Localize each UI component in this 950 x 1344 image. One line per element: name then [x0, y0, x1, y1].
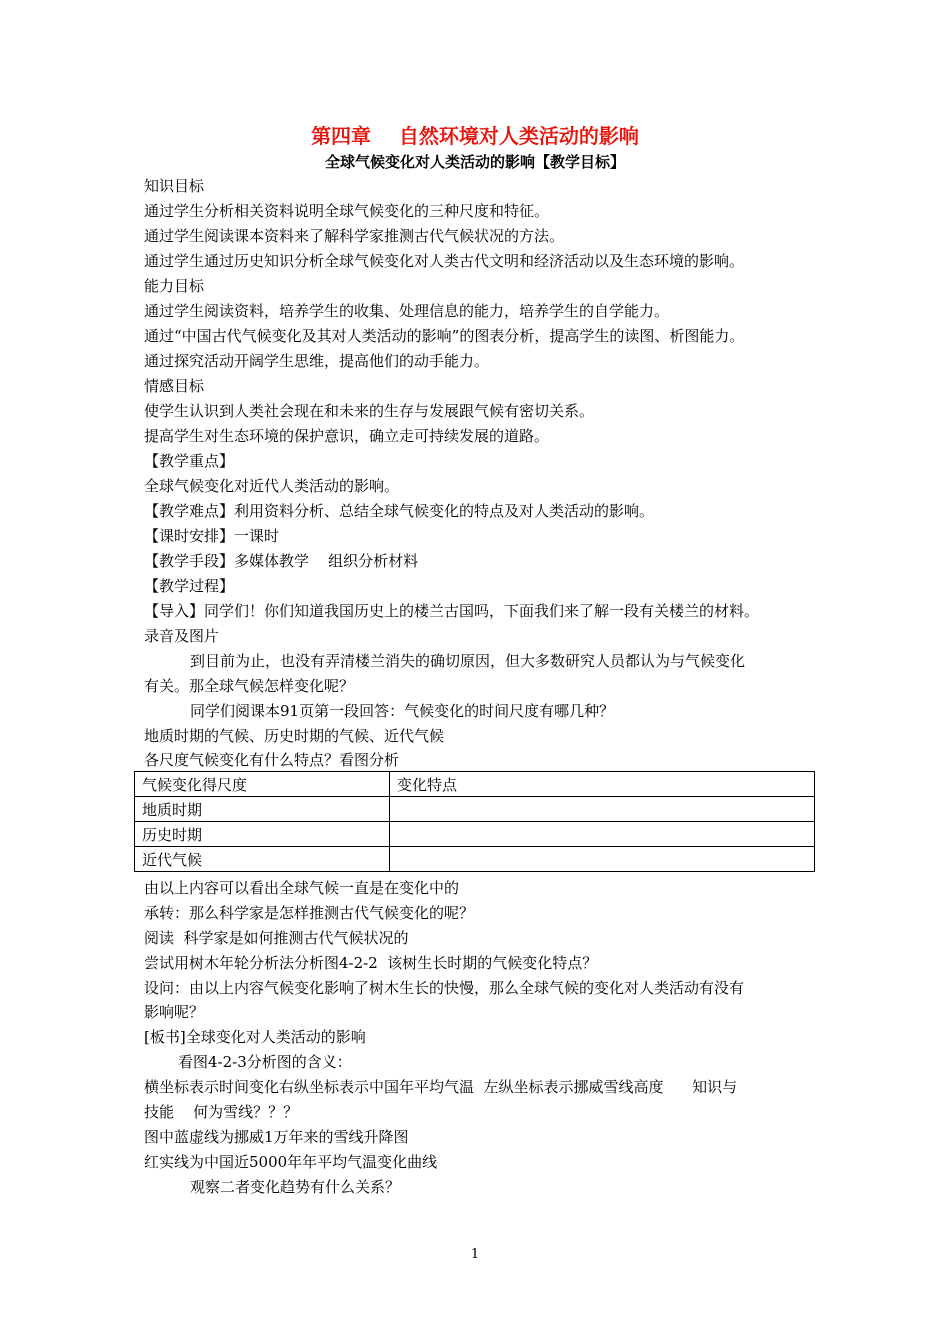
table-cell: 历史时期 — [135, 822, 390, 847]
paragraph-line: 通过学生阅读课本资料来了解科学家推测古代气候状况的方法。 — [144, 227, 565, 245]
paragraph-line: 尝试用树木年轮分析法分析图4-2-2 该树生长时期的气候变化特点？ — [144, 954, 598, 972]
paragraph-line: 全球气候变化对近代人类活动的影响。 — [144, 477, 400, 495]
paragraph-line: 红实线为中国近5000年年平均气温变化曲线 — [144, 1153, 438, 1171]
paragraph-line: 设问：由以上内容气候变化影响了树木生长的快慢，那么全球气候的变化对人类活动有没有 — [144, 979, 745, 997]
paragraph-line: 看图4-2-3分析图的含义： — [178, 1053, 352, 1071]
section-subtitle: 全球气候变化对人类活动的影响【教学目标】 — [324, 153, 625, 171]
paragraph-line: 【课时安排】一课时 — [144, 527, 280, 545]
paragraph-line: [板书]全球变化对人类活动的影响 — [144, 1028, 366, 1046]
table-row — [135, 822, 815, 847]
paragraph-line: 通过学生阅读资料，培养学生的收集、处理信息的能力，培养学生的自学能力。 — [144, 302, 670, 320]
paragraph-line: 同学们阅课本91页第一段回答：气候变化的时间尺度有哪几种？ — [190, 702, 615, 720]
paragraph-line: 通过学生分析相关资料说明全球气候变化的三种尺度和特征。 — [144, 202, 550, 220]
paragraph-line: 承转：那么科学家是怎样推测古代气候变化的呢？ — [144, 904, 475, 922]
paragraph-line: 通过“中国古代气候变化及其对人类活动的影响”的图表分析，提高学生的读图、析图能力。 — [144, 327, 745, 345]
page-number: 1 — [470, 1247, 480, 1262]
table-cell: 地质时期 — [135, 797, 390, 822]
paragraph-line: 通过学生通过历史知识分析全球气候变化对人类古代文明和经济活动以及生态环境的影响。 — [144, 252, 745, 270]
table-cell — [390, 822, 815, 847]
heading-emotion-goals: 情感目标 — [144, 377, 205, 395]
table-cell: 近代气候 — [135, 847, 390, 872]
heading-teaching-process: 【教学过程】 — [144, 577, 235, 595]
paragraph-line: 图中蓝虚线为挪威1万年来的雪线升降图 — [144, 1128, 409, 1146]
paragraph-line: 通过探究活动开阔学生思维，提高他们的动手能力。 — [144, 352, 490, 370]
chapter-title: 第四章 自然环境对人类活动的影响 — [311, 124, 639, 148]
paragraph-line: 地质时期的气候、历史时期的气候、近代气候 — [144, 727, 445, 745]
table-cell — [390, 847, 815, 872]
paragraph-line: 【导入】同学们！你们知道我国历史上的楼兰古国吗，下面我们来了解一段有关楼兰的材料。 — [144, 602, 760, 620]
paragraph-line: 由以上内容可以看出全球气候一直是在变化中的 — [144, 879, 460, 897]
table-row — [135, 797, 815, 822]
table-header-cell: 气候变化得尺度 — [135, 772, 390, 797]
table-cell — [390, 797, 815, 822]
heading-ability-goals: 能力目标 — [144, 277, 205, 295]
paragraph-line: 录音及图片 — [144, 627, 220, 645]
table-header-row — [135, 772, 815, 797]
table-row — [135, 847, 815, 872]
paragraph-line: 【教学手段】多媒体教学 组织分析材料 — [144, 552, 419, 570]
paragraph-line: 观察二者变化趋势有什么关系？ — [190, 1178, 401, 1196]
heading-knowledge-goals: 知识目标 — [144, 177, 205, 195]
paragraph-line: 提高学生对生态环境的保护意识，确立走可持续发展的道路。 — [144, 427, 550, 445]
paragraph-line: 阅读 科学家是如何推测古代气候状况的 — [144, 929, 409, 947]
paragraph-line: 横坐标表示时间变化右纵坐标表示中国年平均气温 左纵坐标表示挪威雪线高度 知识与 — [144, 1078, 738, 1096]
paragraph-line: 技能 何为雪线？？？ — [144, 1103, 299, 1121]
paragraph-line: 到目前为止，也没有弄清楼兰消失的确切原因，但大多数研究人员都认为与气候变化 — [190, 652, 746, 670]
paragraph-line: 有关。那全球气候怎样变化呢？ — [144, 677, 355, 695]
climate-scale-table — [134, 771, 815, 872]
table-header-cell: 变化特点 — [390, 772, 815, 797]
paragraph-line: 【教学难点】利用资料分析、总结全球气候变化的特点及对人类活动的影响。 — [144, 502, 655, 520]
paragraph-line: 影响呢？ — [144, 1003, 205, 1021]
heading-key-points: 【教学重点】 — [144, 452, 235, 470]
paragraph-line: 使学生认识到人类社会现在和未来的生存与发展跟气候有密切关系。 — [144, 402, 595, 420]
paragraph-line: 各尺度气候变化有什么特点？看图分析 — [144, 751, 400, 769]
